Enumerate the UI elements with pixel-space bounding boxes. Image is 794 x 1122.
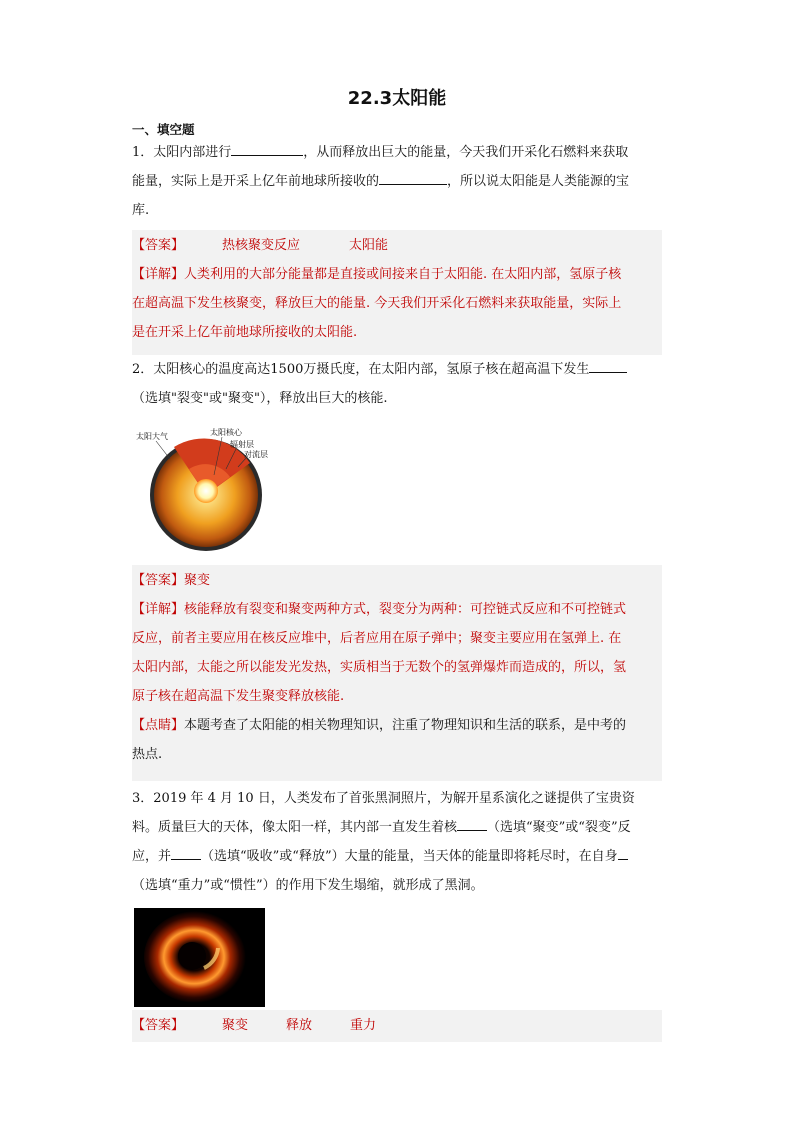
question-text: ，所以说太阳能是人类能源的宝: [447, 174, 630, 189]
comment-text: 本题考查了太阳能的相关物理知识，注重了物理知识和生活的联系，是中考的: [184, 718, 627, 733]
question-text: （选填“吸收”或“释放”）大量的能量，当天体的能量即将耗尽时，在自身: [201, 849, 618, 864]
answer-blank: [231, 141, 303, 156]
detail-text: 人类利用的大部分能量都是直接或间接来自于太阳能. 在太阳内部，氢原子核: [184, 267, 622, 282]
answer-value: 聚变: [184, 573, 211, 588]
detail-text: 核能释放有裂变和聚变两种方式，裂变分为两种：可控链式反应和不可控链式: [184, 602, 627, 617]
sun-structure-figure: [134, 425, 284, 553]
question-2: [132, 355, 662, 413]
question-text: 2．太阳核心的温度高达1500万摄氏度，在太阳内部，氢原子核在超高温下发生: [132, 362, 590, 377]
answer-blank: [171, 845, 201, 860]
answer-blank: [457, 816, 487, 831]
comment-label: 【点睛】: [132, 718, 185, 733]
answer-value: 重力: [350, 1018, 377, 1033]
answer-block-1: [132, 230, 662, 355]
answer-label: 【答案】: [132, 1018, 185, 1033]
question-text: 1．太阳内部进行: [132, 145, 232, 160]
black-hole-figure: [134, 908, 265, 1007]
sun-core: [194, 479, 218, 503]
detail-text: 是在开采上亿年前地球所接收的太阳能.: [132, 325, 358, 340]
black-hole-shadow: [178, 942, 206, 970]
question-text: 3．2019 年 4 月 10 日，人类发布了首张黑洞照片，为解开星系演化之谜提供了宝贵资: [132, 791, 635, 806]
answer-blank: [618, 845, 628, 860]
question-text: （选填“重力”或“惯性”）的作用下发生塌缩，就形成了黑洞。: [132, 878, 484, 893]
detail-label: 【详解】: [132, 267, 185, 282]
detail-text: 反应，前者主要应用在核反应堆中，后者应用在原子弹中；聚变主要应用在氢弹上. 在: [132, 631, 622, 646]
fig-label: 对流层: [244, 450, 268, 459]
answer-label: 【答案】: [132, 573, 185, 588]
question-text: ，从而释放出巨大的能量，今天我们开采化石燃料来获取: [303, 145, 629, 160]
comment-text: 热点.: [132, 747, 163, 762]
question-text: （选填“聚变”或“裂变”反: [487, 820, 631, 835]
question-text: 库.: [132, 203, 150, 218]
answer-block-3: [132, 1010, 662, 1042]
detail-text: 在超高温下发生核聚变，释放巨大的能量. 今天我们开采化石燃料来获取能量，实际上: [132, 296, 622, 311]
answer-block-2: [132, 565, 662, 781]
fig-label: 太阳大气: [136, 432, 168, 441]
question-1: [132, 138, 662, 225]
answer-value: 聚变: [222, 1018, 249, 1033]
detail-text: 原子核在超高温下发生聚变释放核能.: [132, 689, 345, 704]
question-text: （选填"裂变"或"聚变"），释放出巨大的核能.: [132, 391, 388, 406]
answer-value: 太阳能: [349, 238, 389, 253]
detail-text: 太阳内部，太能之所以能发光发热，实质相当于无数个的氢弹爆炸而造成的，所以，氢: [132, 660, 627, 675]
answer-value: 热核聚变反应: [222, 238, 301, 253]
fig-label: 太阳核心: [210, 428, 242, 437]
answer-blank: [589, 358, 627, 373]
question-text: 料。质量巨大的天体，像太阳一样，其内部一直发生着核: [132, 820, 458, 835]
answer-value: 释放: [286, 1018, 313, 1033]
answer-label: 【答案】: [132, 238, 185, 253]
answer-blank: [379, 170, 447, 185]
question-text: 应，并: [132, 849, 172, 864]
question-3: [132, 784, 662, 900]
detail-label: 【详解】: [132, 602, 185, 617]
page-title: 22.3太阳能: [347, 88, 447, 109]
question-text: 能量，实际上是开采上亿年前地球所接收的: [132, 174, 380, 189]
section-heading: 一、填空题: [132, 122, 195, 137]
fig-label: 辐射层: [230, 440, 254, 449]
